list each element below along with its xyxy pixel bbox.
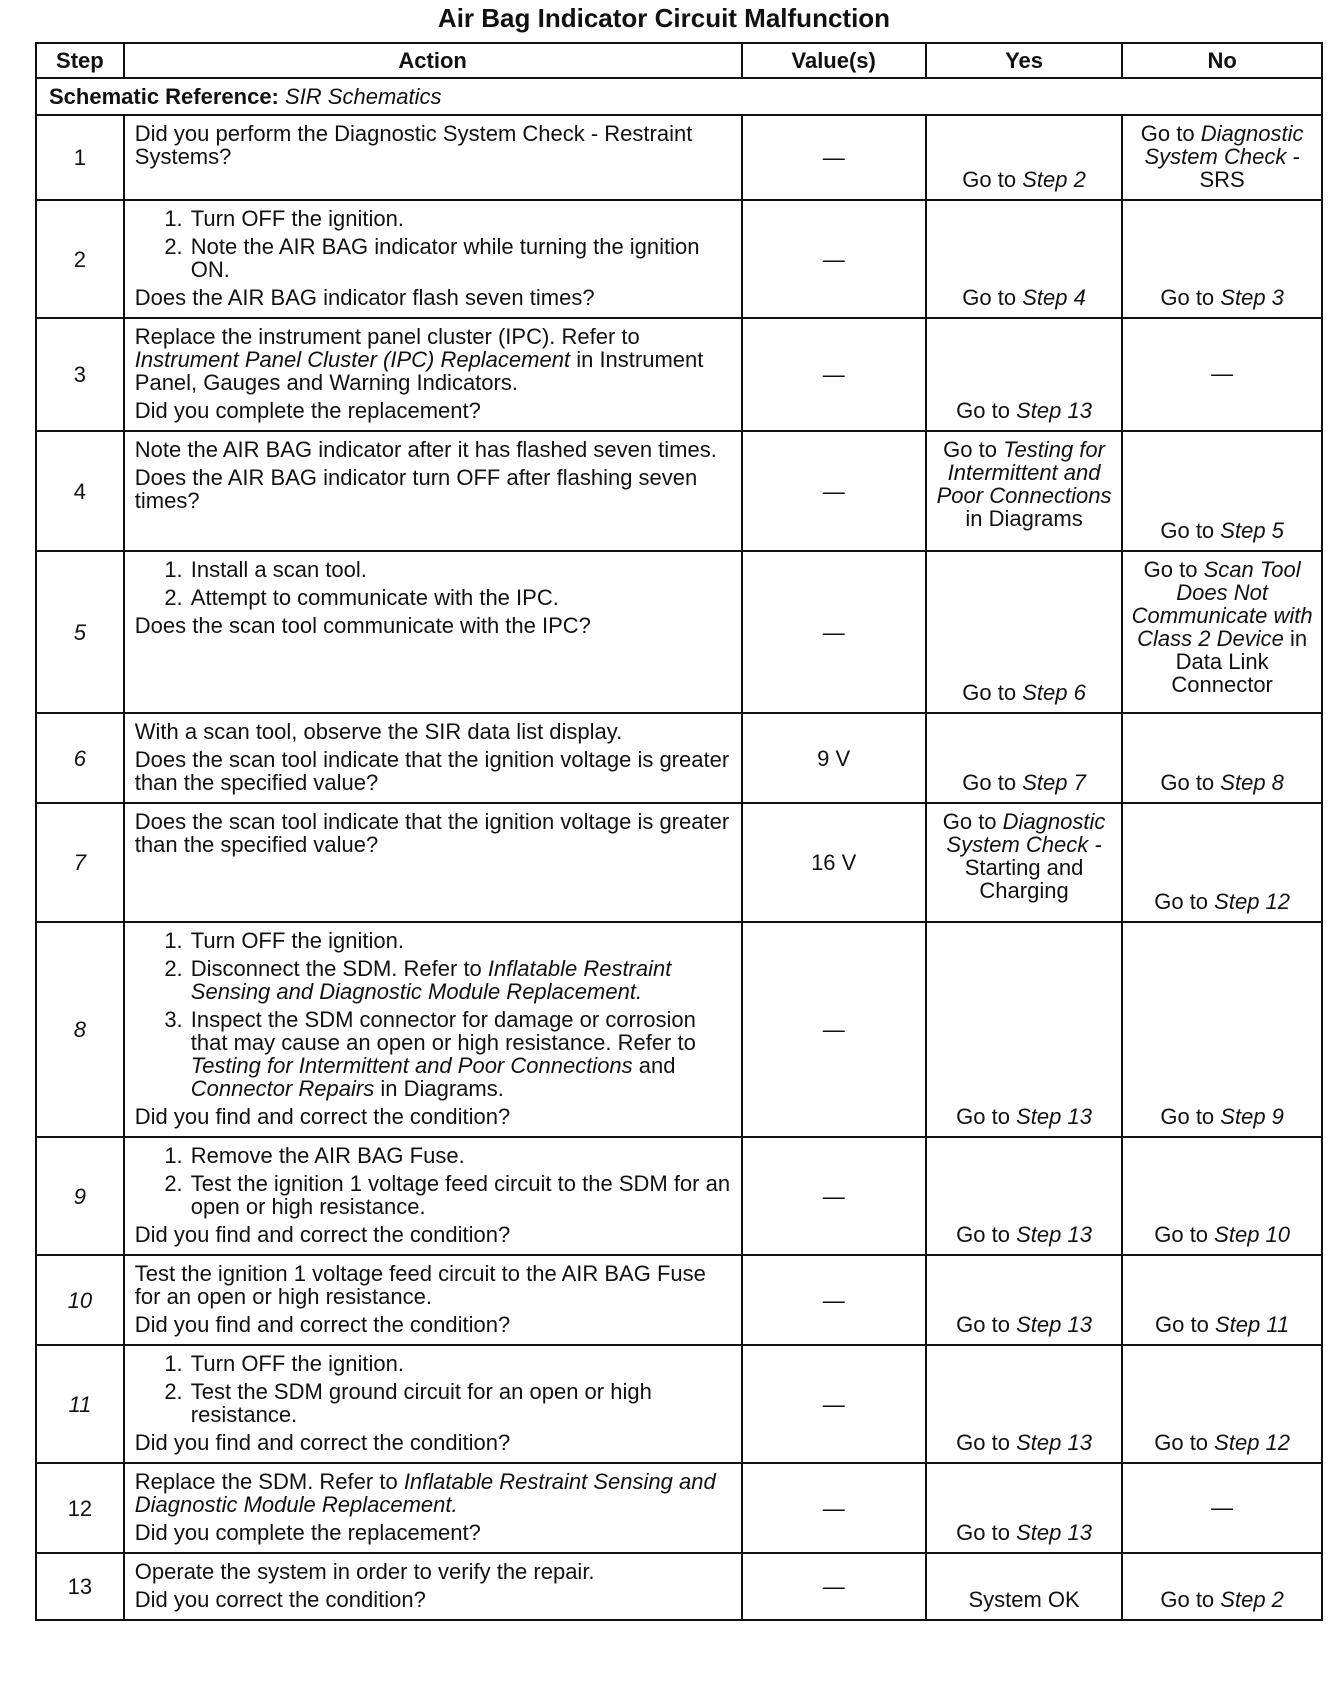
action-list [135, 1144, 731, 1218]
step-value: 9 V [742, 713, 926, 803]
action-list [135, 558, 731, 609]
step-value: — [742, 200, 926, 318]
yes-cell: System OK [926, 1553, 1122, 1620]
yes-link: Step 13 [1016, 1312, 1092, 1337]
no-link: Step 12 [1214, 1430, 1291, 1455]
header-action: Action [124, 43, 742, 78]
no-cell: — [1122, 1463, 1322, 1553]
header-step: Step [36, 43, 124, 78]
page-title: Air Bag Indicator Circuit Malfunction [437, 3, 891, 33]
action-question: Does the AIR BAG indicator flash seven times? [134, 285, 595, 310]
action-text: With a scan tool, observe the SIR data list display. [134, 719, 623, 744]
no-cell: Go to Diagnostic System Check - SRS [1122, 115, 1322, 200]
step-action [124, 1553, 742, 1620]
action-question: Did you find and correct the condition? [134, 1430, 511, 1455]
action-list-item: 1. Turn OFF the ignition. [189, 1352, 731, 1375]
no-link: Step 5 [1220, 518, 1284, 543]
step-number: 4 [36, 431, 124, 551]
step-value: — [742, 115, 926, 200]
diagnostic-table [35, 42, 1323, 1621]
action-reference: Inflatable Restraint Sensing and Diagnostic Module Replacement. [134, 1469, 716, 1517]
action-text: Did you perform the Diagnostic System Check - Restraint Systems? [134, 121, 693, 169]
yes-cell: Go to Step 13 [926, 1463, 1122, 1553]
action-reference: Inflatable Restraint Sensing and Diagnostic Module Replacement. [190, 956, 672, 1004]
yes-cell: Go to Testing for Intermittent and Poor Connections in Diagrams [926, 431, 1122, 551]
step-value: — [742, 431, 926, 551]
no-link: Step 8 [1220, 770, 1284, 795]
table-row [36, 1463, 1322, 1553]
action-text: Replace the SDM. Refer to Inflatable Restraint Sensing and Diagnostic Module Replacement. [134, 1469, 716, 1517]
table-row [36, 713, 1322, 803]
action-list [135, 207, 731, 281]
table-row [36, 115, 1322, 200]
action-question: Did you find and correct the condition? [134, 1222, 511, 1247]
action-list [135, 929, 731, 1100]
no-cell: — [1122, 318, 1322, 431]
step-number: 8 [36, 922, 124, 1137]
action-text: Operate the system in order to verify the repair. [134, 1559, 595, 1584]
step-value: — [742, 1463, 926, 1553]
action-question: Does the AIR BAG indicator turn OFF after flashing seven times? [134, 465, 698, 513]
action-text: Replace the instrument panel cluster (IPC). Refer to Instrument Panel Cluster (IPC) Replacement in Instrument Panel, Gauges and Warning Indicators. [134, 324, 704, 395]
table-row [36, 803, 1322, 922]
yes-cell: Go to Step 13 [926, 1255, 1122, 1345]
step-action [124, 1345, 742, 1463]
yes-link: Step 13 [1016, 398, 1092, 423]
table-row [36, 922, 1322, 1137]
yes-link: Step 13 [1016, 1104, 1092, 1129]
table-row [36, 1255, 1322, 1345]
no-cell: Go to Step 5 [1122, 431, 1322, 551]
step-action [124, 713, 742, 803]
step-action [124, 1137, 742, 1255]
step-number: 10 [36, 1255, 124, 1345]
no-link: Scan Tool Does Not Communicate with Class 2 Device [1131, 557, 1313, 651]
no-cell: Go to Step 12 [1122, 1345, 1322, 1463]
table-row [36, 431, 1322, 551]
step-value: — [742, 318, 926, 431]
yes-link: Step 7 [1022, 770, 1086, 795]
step-value: — [742, 1137, 926, 1255]
action-question: Did you complete the replacement? [134, 1520, 481, 1545]
step-number: 5 [36, 551, 124, 713]
yes-link: Step 13 [1016, 1520, 1092, 1545]
action-reference: Instrument Panel Cluster (IPC) Replacement [134, 347, 571, 372]
yes-link: Step 4 [1022, 285, 1086, 310]
no-link: Step 12 [1214, 889, 1291, 914]
no-cell: Go to Step 10 [1122, 1137, 1322, 1255]
schematic-row [36, 78, 1322, 115]
step-number: 13 [36, 1553, 124, 1620]
action-list-item: 2. Test the SDM ground circuit for an open or high resistance. [189, 1380, 731, 1426]
step-action [124, 1463, 742, 1553]
yes-link: Step 6 [1022, 680, 1086, 705]
step-number: 2 [36, 200, 124, 318]
yes-link: Step 13 [1016, 1430, 1092, 1455]
no-link: Step 9 [1220, 1104, 1284, 1129]
yes-cell: Go to Diagnostic System Check - Starting and Charging [926, 803, 1122, 922]
step-number: 9 [36, 1137, 124, 1255]
action-list-item: 2. Attempt to communicate with the IPC. [189, 586, 731, 609]
yes-cell: Go to Step 13 [926, 1345, 1122, 1463]
step-number: 12 [36, 1463, 124, 1553]
no-cell: Go to Step 11 [1122, 1255, 1322, 1345]
schematic-value: SIR Schematics [285, 84, 442, 109]
yes-cell: Go to Step 2 [926, 115, 1122, 200]
step-action [124, 922, 742, 1137]
yes-cell: Go to Step 13 [926, 318, 1122, 431]
yes-link: Testing for Intermittent and Poor Connections [936, 437, 1112, 508]
header-no: No [1122, 43, 1322, 78]
action-text: Note the AIR BAG indicator after it has flashed seven times. [134, 437, 717, 462]
yes-cell: Go to Step 4 [926, 200, 1122, 318]
action-question: Does the scan tool indicate that the ignition voltage is greater than the specified value? [134, 809, 730, 857]
step-value: — [742, 1345, 926, 1463]
step-value: — [742, 1553, 926, 1620]
action-list [135, 1352, 731, 1426]
step-action [124, 200, 742, 318]
action-list-item: 1. Turn OFF the ignition. [189, 207, 731, 230]
step-number: 7 [36, 803, 124, 922]
no-link: Diagnostic System Check - [1144, 121, 1304, 169]
step-action [124, 431, 742, 551]
header-values: Value(s) [742, 43, 926, 78]
no-cell: Go to Step 3 [1122, 200, 1322, 318]
table-row [36, 200, 1322, 318]
no-link: Step 3 [1220, 285, 1284, 310]
step-number: 1 [36, 115, 124, 200]
action-question: Did you correct the condition? [134, 1587, 426, 1612]
action-reference: Connector Repairs [190, 1076, 375, 1101]
yes-link: Step 2 [1022, 167, 1086, 192]
step-value: 16 V [742, 803, 926, 922]
action-question: Did you find and correct the condition? [134, 1104, 511, 1129]
no-link: Step 2 [1220, 1587, 1284, 1612]
yes-cell: Go to Step 7 [926, 713, 1122, 803]
action-question: Does the scan tool indicate that the ignition voltage is greater than the specified value? [134, 747, 730, 795]
no-cell: Go to Step 8 [1122, 713, 1322, 803]
schematic-label: Schematic Reference: [49, 84, 279, 109]
schematic-reference [36, 78, 1322, 115]
header-yes: Yes [926, 43, 1122, 78]
no-cell: Go to Step 2 [1122, 1553, 1322, 1620]
table-row [36, 1345, 1322, 1463]
no-cell: Go to Scan Tool Does Not Communicate with Class 2 Device in Data Link Connector [1122, 551, 1322, 713]
action-question: Did you find and correct the condition? [134, 1312, 511, 1337]
step-number: 11 [36, 1345, 124, 1463]
step-value: — [742, 551, 926, 713]
no-link: Step 10 [1214, 1222, 1291, 1247]
action-list-item: 1. Turn OFF the ignition. [189, 929, 731, 952]
action-list-item: 1. Remove the AIR BAG Fuse. [189, 1144, 731, 1167]
action-list-item: 3. Inspect the SDM connector for damage or corrosion that may cause an open or high resistance. Refer to Testing for Intermittent and Poor Connections and Connector Repairs in Diagrams. [189, 1008, 731, 1100]
action-text: Test the ignition 1 voltage feed circuit to the AIR BAG Fuse for an open or high resistance. [134, 1261, 706, 1309]
yes-link: Diagnostic System Check - [946, 809, 1106, 857]
yes-cell: Go to Step 13 [926, 1137, 1122, 1255]
yes-cell: Go to Step 13 [926, 922, 1122, 1137]
table-row [36, 1137, 1322, 1255]
table-row [36, 1553, 1322, 1620]
yes-link: Step 13 [1016, 1222, 1092, 1247]
table-row [36, 551, 1322, 713]
step-action [124, 803, 742, 922]
action-question: Did you complete the replacement? [134, 398, 481, 423]
action-reference: Testing for Intermittent and Poor Connections [190, 1053, 633, 1078]
step-action [124, 1255, 742, 1345]
step-value: — [742, 922, 926, 1137]
step-action [124, 115, 742, 200]
no-cell: Go to Step 9 [1122, 922, 1322, 1137]
action-list-item: 1. Install a scan tool. [189, 558, 731, 581]
no-link: Step 11 [1214, 1312, 1290, 1337]
step-number: 3 [36, 318, 124, 431]
step-value: — [742, 1255, 926, 1345]
table-row [36, 318, 1322, 431]
action-list-item: 2. Note the AIR BAG indicator while turning the ignition ON. [189, 235, 731, 281]
action-list-item: 2. Test the ignition 1 voltage feed circuit to the SDM for an open or high resistance. [189, 1172, 731, 1218]
action-list-item: 2. Disconnect the SDM. Refer to Inflatable Restraint Sensing and Diagnostic Module Replacement. [189, 957, 731, 1003]
step-number: 6 [36, 713, 124, 803]
action-question: Does the scan tool communicate with the IPC? [134, 613, 591, 638]
step-action [124, 551, 742, 713]
header-row [36, 43, 1322, 78]
step-action [124, 318, 742, 431]
yes-cell: Go to Step 6 [926, 551, 1122, 713]
no-cell: Go to Step 12 [1122, 803, 1322, 922]
